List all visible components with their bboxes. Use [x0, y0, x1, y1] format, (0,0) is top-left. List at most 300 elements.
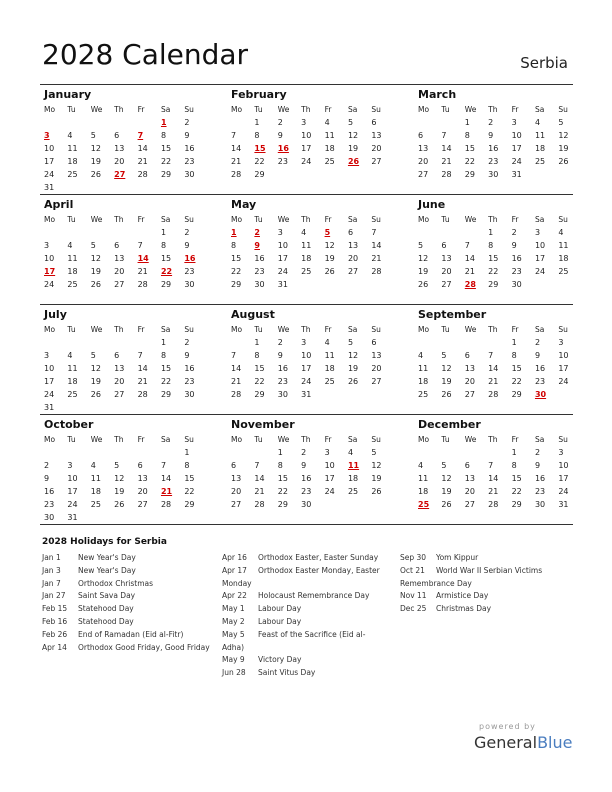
- day-cell: 19: [371, 474, 382, 483]
- day-cell: 19: [418, 267, 429, 276]
- day-cell: 21: [231, 377, 242, 386]
- weekday-label: Sa: [160, 435, 171, 444]
- day-cell: 18: [558, 254, 569, 263]
- day-cell: 29: [231, 280, 242, 289]
- weekday-label: We: [464, 435, 477, 444]
- day-cell: 21: [441, 157, 452, 166]
- day-cell: 1: [254, 118, 260, 127]
- day-cell: 13: [464, 364, 475, 373]
- day-cell: 28: [441, 170, 452, 179]
- day-cell: 8: [488, 241, 494, 250]
- day-cell: 30: [254, 280, 265, 289]
- day-cell: 20: [114, 267, 125, 276]
- day-cell: 7: [137, 241, 143, 250]
- day-cell: 18: [324, 144, 335, 153]
- day-cell: 15: [488, 254, 499, 263]
- weekday-label: Mo: [418, 435, 430, 444]
- day-cell: 30: [184, 170, 195, 179]
- day-cell: 10: [558, 461, 569, 470]
- day-cell: 17: [301, 364, 312, 373]
- month-name: November: [231, 418, 295, 431]
- day-grid: [40, 433, 200, 524]
- holiday-date: 21: [160, 487, 173, 496]
- day-cell: 23: [184, 267, 195, 276]
- month-row: [40, 304, 573, 414]
- day-cell: 17: [511, 144, 522, 153]
- day-cell: 4: [418, 461, 424, 470]
- day-cell: 25: [558, 267, 569, 276]
- weekday-label: Tu: [441, 325, 450, 334]
- generalblue-logo[interactable]: [474, 733, 572, 752]
- empty-cell: [486, 446, 509, 459]
- day-cell: 8: [160, 241, 167, 250]
- day-cell: 6: [114, 241, 120, 250]
- day-cell: 8: [184, 461, 190, 470]
- holiday-date: 22: [160, 267, 173, 276]
- holiday-date-label: Jan 7: [42, 578, 61, 588]
- day-cell: 7: [488, 351, 494, 360]
- holiday-date: 26: [347, 157, 360, 166]
- holiday-date: 1: [160, 118, 167, 127]
- day-cell: 23: [277, 157, 288, 166]
- month-name: May: [231, 198, 257, 211]
- weekday-label: Sa: [534, 215, 545, 224]
- month-february: [227, 85, 387, 181]
- day-cell: 31: [511, 170, 522, 179]
- empty-cell: [65, 336, 88, 349]
- weekday-label: We: [90, 215, 103, 224]
- holiday-date-label: Jan 1: [42, 553, 61, 562]
- day-cell: 9: [488, 131, 494, 140]
- day-cell: 12: [441, 364, 452, 373]
- holiday-date: 16: [184, 254, 196, 263]
- day-cell: 22: [511, 377, 522, 386]
- weekday-label: Mo: [231, 435, 243, 444]
- day-cell: 2: [44, 461, 50, 470]
- month-december: [414, 415, 574, 511]
- holiday-item: [42, 629, 217, 642]
- divider: [40, 524, 573, 525]
- month-name: October: [44, 418, 94, 431]
- day-cell: 20: [371, 144, 382, 153]
- day-cell: 3: [44, 351, 50, 360]
- day-cell: 11: [418, 364, 429, 373]
- weekday-label: Tu: [67, 215, 76, 224]
- day-cell: 5: [90, 241, 96, 250]
- holiday-name: Orthodox Easter Monday, Easter Monday: [222, 565, 380, 588]
- holiday-date-label: May 5: [222, 629, 245, 639]
- day-cell: 4: [534, 118, 541, 127]
- month-name: March: [418, 88, 457, 101]
- day-cell: 1: [277, 448, 283, 457]
- day-cell: 7: [371, 228, 377, 237]
- day-cell: 19: [90, 267, 101, 276]
- day-cell: 10: [44, 144, 55, 153]
- day-cell: 9: [184, 131, 190, 140]
- weekday-label: Th: [301, 435, 311, 444]
- weekday-label: Sa: [160, 215, 171, 224]
- day-cell: 20: [441, 267, 452, 276]
- day-cell: 24: [301, 157, 312, 166]
- day-cell: 9: [534, 461, 541, 470]
- month-name: September: [418, 308, 487, 321]
- weekday-label: Fr: [324, 325, 332, 334]
- day-cell: 26: [90, 170, 101, 179]
- day-cell: 8: [511, 461, 517, 470]
- day-cell: 28: [137, 170, 148, 179]
- day-cell: 27: [371, 157, 382, 166]
- day-cell: 28: [137, 280, 148, 289]
- day-cell: 3: [324, 448, 330, 457]
- day-cell: 20: [371, 364, 382, 373]
- weekday-label: Su: [371, 105, 381, 114]
- holiday-column-3: [400, 552, 572, 616]
- weekday-label: Su: [371, 435, 381, 444]
- weekday-label: We: [90, 435, 103, 444]
- weekday-label: Mo: [418, 325, 430, 334]
- empty-cell: [136, 116, 159, 129]
- day-cell: 24: [44, 280, 55, 289]
- day-cell: 21: [231, 157, 242, 166]
- day-cell: 5: [441, 461, 447, 470]
- weekday-label: Mo: [231, 325, 243, 334]
- day-cell: 2: [184, 228, 190, 237]
- day-cell: 28: [160, 500, 172, 509]
- day-cell: 14: [137, 144, 148, 153]
- holiday-item: [222, 552, 394, 565]
- weekday-label: Su: [184, 435, 194, 444]
- holiday-item: [222, 629, 382, 655]
- day-grid: [414, 433, 574, 511]
- day-cell: 6: [371, 338, 377, 347]
- day-cell: 5: [114, 461, 120, 470]
- weekday-label: Mo: [418, 215, 430, 224]
- day-cell: 12: [114, 474, 125, 483]
- day-cell: 8: [511, 351, 517, 360]
- holiday-date: 28: [464, 280, 476, 289]
- holiday-date: 9: [254, 241, 260, 250]
- day-cell: 13: [464, 474, 475, 483]
- month-name: February: [231, 88, 287, 101]
- day-cell: 26: [114, 500, 125, 509]
- holiday-date-label: Feb 26: [42, 629, 68, 639]
- weekday-label: We: [90, 105, 103, 114]
- weekday-label: Fr: [137, 325, 145, 334]
- day-cell: 6: [464, 461, 470, 470]
- day-cell: 11: [67, 364, 78, 373]
- empty-cell: [416, 336, 439, 349]
- day-cell: 25: [324, 157, 335, 166]
- day-cell: 19: [114, 487, 125, 496]
- day-cell: 17: [558, 474, 569, 483]
- weekday-label: Tu: [254, 435, 263, 444]
- day-cell: 25: [418, 390, 429, 399]
- holiday-item: [222, 603, 394, 616]
- empty-cell: [416, 116, 439, 129]
- day-cell: 7: [488, 461, 494, 470]
- holiday-name: New Year's Day: [78, 565, 136, 575]
- day-cell: 23: [534, 487, 546, 496]
- day-cell: 29: [160, 170, 172, 179]
- month-july: [40, 305, 200, 414]
- holiday-date-label: Jan 27: [42, 591, 66, 601]
- month-june: [414, 195, 574, 291]
- day-cell: 20: [464, 377, 475, 386]
- day-cell: 29: [254, 390, 265, 399]
- day-cell: 4: [324, 118, 330, 127]
- day-cell: 2: [511, 228, 517, 237]
- day-cell: 26: [324, 267, 335, 276]
- day-cell: 15: [277, 474, 288, 483]
- day-cell: 24: [301, 377, 312, 386]
- day-cell: 13: [371, 351, 382, 360]
- day-cell: 3: [534, 228, 541, 237]
- day-cell: 18: [347, 474, 359, 483]
- day-cell: 31: [44, 183, 55, 192]
- day-cell: 6: [464, 351, 470, 360]
- holiday-item: [222, 616, 394, 629]
- day-grid: [227, 103, 387, 181]
- day-cell: 13: [114, 364, 125, 373]
- weekday-label: Tu: [254, 105, 263, 114]
- day-cell: 1: [160, 338, 167, 347]
- day-cell: 22: [511, 487, 522, 496]
- holiday-date-label: May 1: [222, 604, 245, 614]
- day-cell: 22: [488, 267, 499, 276]
- weekday-label: Sa: [160, 325, 171, 334]
- day-cell: 2: [277, 338, 283, 347]
- day-cell: 12: [418, 254, 429, 263]
- day-cell: 12: [324, 241, 335, 250]
- day-cell: 13: [114, 254, 125, 263]
- day-cell: 6: [418, 131, 424, 140]
- calendar-title: 2028 Calendar: [42, 38, 249, 71]
- day-cell: 14: [254, 474, 265, 483]
- holiday-date-label: Apr 16: [222, 553, 247, 562]
- day-cell: 16: [277, 364, 288, 373]
- day-cell: 28: [137, 390, 148, 399]
- month-november: [227, 415, 387, 511]
- weekday-label: Th: [301, 325, 311, 334]
- day-cell: 6: [114, 351, 120, 360]
- weekday-label: Fr: [511, 435, 519, 444]
- day-cell: 7: [441, 131, 447, 140]
- month-name: December: [418, 418, 481, 431]
- day-cell: 28: [231, 170, 242, 179]
- day-cell: 16: [184, 364, 195, 373]
- holiday-date: 5: [324, 228, 331, 237]
- day-cell: 9: [301, 461, 307, 470]
- day-cell: 16: [488, 144, 499, 153]
- holiday-date: 30: [534, 390, 547, 399]
- month-name: January: [44, 88, 92, 101]
- day-cell: 23: [301, 487, 312, 496]
- holiday-item: [400, 552, 572, 565]
- day-cell: 28: [488, 390, 499, 399]
- holiday-name: Statehood Day: [78, 604, 134, 614]
- empty-cell: [463, 446, 486, 459]
- day-cell: 29: [277, 500, 288, 509]
- weekday-label: Th: [114, 435, 124, 444]
- month-october: [40, 415, 200, 524]
- empty-cell: [89, 446, 112, 459]
- day-cell: 30: [511, 280, 522, 289]
- holiday-name: Yom Kippur: [436, 553, 479, 562]
- empty-cell: [65, 446, 88, 459]
- month-may: [227, 195, 387, 291]
- day-cell: 18: [67, 377, 78, 386]
- month-january: [40, 85, 200, 194]
- weekday-label: Mo: [44, 325, 56, 334]
- day-grid: [227, 323, 387, 401]
- holiday-date-label: Dec 25: [400, 604, 427, 614]
- weekday-label: Fr: [324, 105, 332, 114]
- holiday-date-label: Nov 11: [400, 591, 427, 601]
- day-cell: 3: [67, 461, 73, 470]
- day-cell: 29: [254, 170, 265, 179]
- day-cell: 10: [511, 131, 522, 140]
- day-cell: 10: [277, 241, 288, 250]
- day-cell: 15: [231, 254, 242, 263]
- day-cell: 3: [558, 338, 564, 347]
- day-cell: 6: [371, 118, 377, 127]
- holiday-date-label: Apr 14: [42, 642, 67, 652]
- day-cell: 11: [90, 474, 101, 483]
- day-cell: 22: [277, 487, 288, 496]
- empty-cell: [229, 446, 252, 459]
- day-cell: 14: [160, 474, 172, 483]
- empty-cell: [416, 226, 439, 239]
- empty-cell: [229, 116, 252, 129]
- day-grid: [40, 323, 200, 414]
- weekday-label: Th: [114, 105, 124, 114]
- day-cell: 1: [511, 448, 517, 457]
- day-cell: 31: [277, 280, 288, 289]
- holiday-name: World War II Serbian Victims Remembrance Day: [400, 565, 543, 588]
- holiday-date: 25: [418, 500, 430, 509]
- day-cell: 11: [301, 241, 312, 250]
- day-cell: 18: [324, 364, 335, 373]
- holiday-item: [42, 642, 217, 655]
- weekday-label: Tu: [441, 105, 450, 114]
- day-cell: 9: [184, 351, 190, 360]
- empty-cell: [42, 226, 65, 239]
- empty-cell: [439, 336, 462, 349]
- day-cell: 27: [137, 500, 148, 509]
- day-cell: 26: [418, 280, 429, 289]
- holiday-date-label: Apr 22: [222, 591, 247, 601]
- day-cell: 30: [184, 390, 195, 399]
- empty-cell: [439, 116, 462, 129]
- empty-cell: [159, 446, 182, 459]
- weekday-label: Tu: [254, 325, 263, 334]
- weekday-label: Mo: [231, 215, 243, 224]
- empty-cell: [136, 446, 159, 459]
- day-cell: 11: [324, 131, 335, 140]
- day-cell: 14: [231, 144, 242, 153]
- day-cell: 1: [254, 338, 260, 347]
- holiday-name: Saint Sava Day: [78, 591, 136, 601]
- weekday-label: Su: [184, 325, 194, 334]
- day-cell: 20: [114, 377, 125, 386]
- holiday-name: Statehood Day: [78, 616, 134, 626]
- day-cell: 15: [160, 364, 172, 373]
- day-cell: 10: [301, 351, 312, 360]
- day-cell: 25: [90, 500, 101, 509]
- day-cell: 13: [441, 254, 452, 263]
- day-cell: 25: [347, 487, 359, 496]
- day-cell: 23: [184, 377, 195, 386]
- day-cell: 22: [254, 157, 265, 166]
- logo-blue: Blue: [537, 733, 573, 752]
- month-september: [414, 305, 574, 401]
- weekday-label: Th: [488, 215, 498, 224]
- day-cell: 16: [534, 474, 546, 483]
- weekday-label: Sa: [347, 215, 358, 224]
- day-cell: 16: [534, 364, 546, 373]
- day-cell: 18: [301, 254, 312, 263]
- holiday-date-label: Jan 3: [42, 565, 61, 575]
- day-cell: 1: [511, 338, 517, 347]
- day-cell: 17: [44, 377, 55, 386]
- weekday-label: Fr: [137, 105, 145, 114]
- day-cell: 3: [301, 338, 307, 347]
- day-cell: 11: [418, 474, 429, 483]
- holiday-date-label: Oct 21: [400, 565, 425, 575]
- day-cell: 11: [324, 351, 335, 360]
- day-cell: 3: [558, 448, 564, 457]
- day-cell: 1: [488, 228, 494, 237]
- holiday-name: Armistice Day: [436, 591, 489, 601]
- holiday-item: [42, 552, 217, 565]
- day-cell: 9: [511, 241, 517, 250]
- empty-cell: [486, 336, 509, 349]
- weekday-label: We: [464, 215, 477, 224]
- weekday-label: Th: [301, 215, 311, 224]
- day-cell: 22: [160, 377, 172, 386]
- day-cell: 27: [464, 390, 475, 399]
- day-cell: 26: [90, 390, 101, 399]
- day-cell: 23: [511, 267, 522, 276]
- day-cell: 9: [184, 241, 190, 250]
- day-cell: 16: [44, 487, 55, 496]
- holiday-name: Saint Vitus Day: [258, 668, 316, 678]
- day-cell: 13: [347, 241, 359, 250]
- day-cell: 29: [184, 500, 195, 509]
- day-cell: 13: [114, 144, 125, 153]
- day-cell: 6: [347, 228, 354, 237]
- holiday-name: Orthodox Good Friday, Good Friday: [78, 642, 210, 652]
- day-cell: 7: [464, 241, 470, 250]
- day-cell: 4: [324, 338, 330, 347]
- holiday-date: 11: [347, 461, 360, 470]
- day-cell: 28: [231, 390, 242, 399]
- weekday-label: We: [277, 325, 290, 334]
- day-cell: 28: [371, 267, 382, 276]
- day-cell: 13: [371, 131, 382, 140]
- day-cell: 27: [441, 280, 452, 289]
- day-cell: 12: [441, 474, 452, 483]
- day-cell: 27: [418, 170, 429, 179]
- day-cell: 19: [558, 144, 569, 153]
- day-cell: 20: [231, 487, 242, 496]
- day-cell: 29: [511, 390, 522, 399]
- day-cell: 8: [160, 131, 167, 140]
- day-cell: 15: [464, 144, 475, 153]
- holidays-title: 2028 Holidays for Serbia: [42, 537, 167, 547]
- day-cell: 3: [301, 118, 307, 127]
- day-cell: 25: [67, 280, 78, 289]
